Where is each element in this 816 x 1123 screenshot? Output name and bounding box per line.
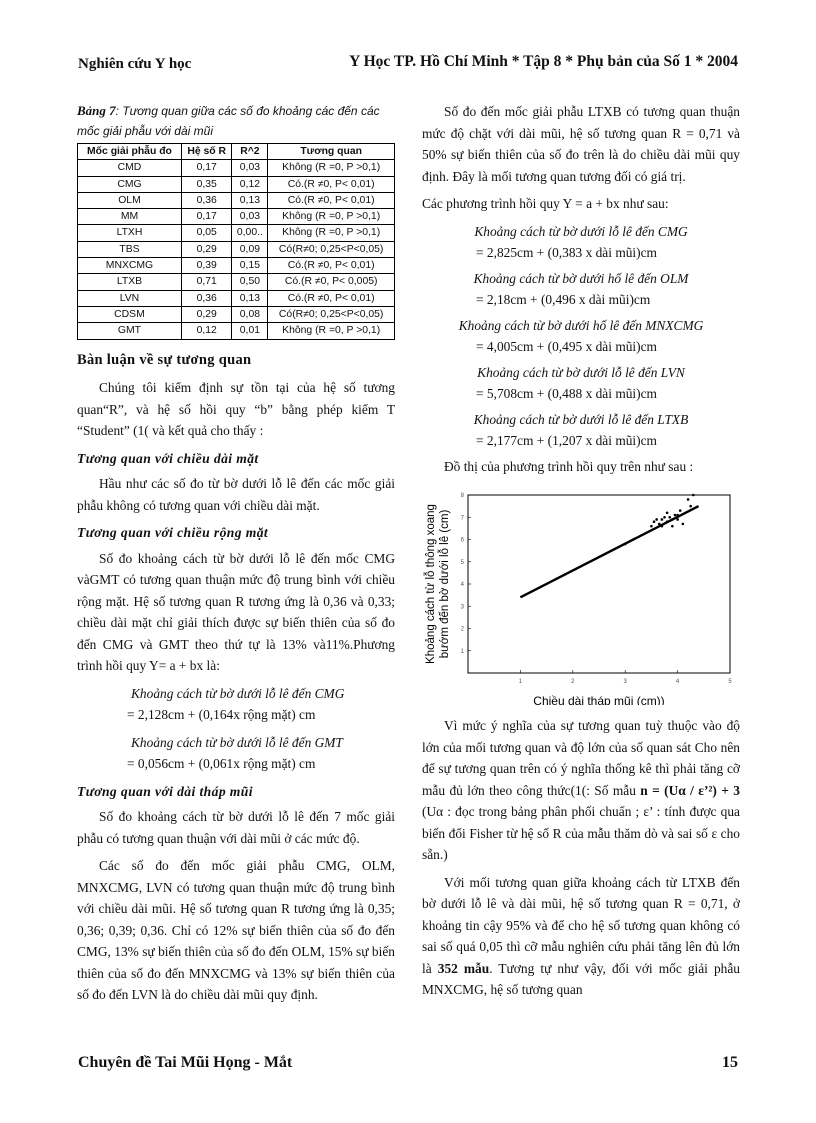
paragraph: Chúng tôi kiểm định sự tồn tại của hệ số tương quan“R”, và hệ số hồi quy “b” bằng phép kiểm T “Student” (1( và kết quả cho thấy : xyxy=(77,380,395,439)
equation: Khoảng cách từ bờ dưới lỗ lê đến LVN = 5,708cm + (0,488 x dài mũi)cm xyxy=(476,364,685,401)
subsection-heading: Tương quan với chiều rộng mặt xyxy=(77,525,269,541)
paragraph: Với mối tương quan giữa khoảng cách từ LTXB đến bờ dưới lỗ lê và dài mũi, hệ số tương quan R = 0,71, ở khoảng tin cậy 95% và để cho hệ số tương quan không có sai số quá 0,05 thì cỡ mẫu nghiên cứu phải tăng lên đủ lớn là 352 mẫu. Tương tự như vậy, đối với mốc giải phẫu MNXCMG, hệ số tương quan xyxy=(422,874,740,997)
table-cell: CMD xyxy=(78,160,182,176)
section-heading: Bàn luận về sự tương quan xyxy=(77,351,252,368)
data-point xyxy=(687,498,690,501)
table-cell: Có.(R ≠0, P< 0,005) xyxy=(268,274,395,290)
table-cell: 0,12 xyxy=(232,176,268,192)
table-row xyxy=(78,306,395,322)
table-cell: 0,29 xyxy=(181,241,232,257)
data-point xyxy=(682,523,685,526)
data-point xyxy=(668,516,671,519)
data-point xyxy=(650,525,653,528)
y-axis-label: bướm đến bờ dưới lỗ lê (cm) xyxy=(439,509,451,659)
y-tick-label: 2 xyxy=(460,626,464,633)
y-tick-label: 6 xyxy=(460,537,464,544)
data-point xyxy=(674,514,677,517)
data-point xyxy=(661,525,664,528)
y-tick-label: 8 xyxy=(460,493,464,499)
x-tick-label: 3 xyxy=(623,679,627,685)
data-point xyxy=(676,514,679,517)
table-cell: 0,50 xyxy=(232,274,268,290)
paragraph: Vì mức ý nghĩa của sự tương quan tuỳ thuộc vào độ lớn của mối tương quan và độ lớn của số quan sát Cho nên để sự tương quan trên có ý nghĩa thống kê thì phải tăng cỡ mẫu đủ lớn theo công thức(1(: Số mẫu n = (Uα / ε’²) + 3 (Uα : đọc trong bảng phân phối chuẩn ; ε’ : tính được qua biến đổi Fisher từ hệ số R của mẫu thăm dò và sai số ε cho sẵn.) xyxy=(422,718,740,862)
equation: Khoảng cách từ bờ dưới lỗ lê đến GMT = 0,056cm + (0,061x rộng mặt) cm xyxy=(127,734,343,772)
table-cell: 0,08 xyxy=(232,306,268,322)
subsection-heading: Tương quan với chiều dài mặt xyxy=(77,450,259,466)
table-row xyxy=(78,274,395,290)
paragraph: Các phương trình hồi quy Y = a + bx như sau: xyxy=(422,196,669,211)
data-point xyxy=(676,518,679,521)
table-header-cell: Mốc giải phẫu đo xyxy=(78,144,182,160)
table-cell: 0,03 xyxy=(232,209,268,225)
table-cell: 0,17 xyxy=(181,209,232,225)
data-point xyxy=(689,505,692,508)
table-cell: 0,12 xyxy=(181,323,232,339)
equation: Khoảng cách từ bờ dưới hố lê đến MNXCMG = 4,005cm + (0,495 x dài mũi)cm xyxy=(458,317,704,354)
paragraph: Các số đo đến mốc giải phẫu CMG, OLM, MNXCMG, LVN có tương quan thuận mức độ trung bình với chiều dài mũi. Hệ số tương quan R tương ứng là 0,35; 0,36; 0,39; 0,36. Chỉ có 12% sự biến thiên của số đo đến CMG, 13% sự biến thiên của số đo đến OLM, 15% sự biến thiên của số đo đến MNXCMG và 13% sự biến thiên của số đo đến LVN là do chiều dài mũi quy định. xyxy=(77,858,395,1003)
table-cell: OLM xyxy=(78,192,182,208)
subsection-heading: Tương quan với dài tháp mũi xyxy=(77,783,253,799)
table-cell: LTXB xyxy=(78,274,182,290)
table-cell: 0,09 xyxy=(232,241,268,257)
table-row xyxy=(78,323,395,339)
equation: Khoảng cách từ bờ dưới lỗ lê đến CMG = 2,128cm + (0,164x rộng mặt) cm xyxy=(127,685,345,723)
equation: Khoảng cách từ bờ dưới lỗ lê đến LTXB = 2,177cm + (1,207 x dài mũi)cm xyxy=(473,411,689,448)
table-header-cell: Tương quan xyxy=(268,144,395,160)
header-journal-section: Nghiên cứu Y học xyxy=(78,56,192,72)
x-tick-label: 1 xyxy=(518,679,523,685)
x-tick-label: 5 xyxy=(728,679,732,685)
y-axis-label: Khoảng cách từ lỗ thông xoang xyxy=(425,504,437,664)
table-cell: CDSM xyxy=(78,306,182,322)
table-row xyxy=(78,225,395,241)
regression-equations xyxy=(422,221,740,452)
table-cell: Không (R =0, P >0,1) xyxy=(268,160,395,176)
data-point xyxy=(663,516,666,519)
paragraph: Hầu như các số đo từ bờ dưới lỗ lê đến các mốc giải phẫu không có tương quan với chiều dài mặt. xyxy=(77,476,395,513)
table-cell: 0,17 xyxy=(181,160,232,176)
table-row xyxy=(78,290,395,306)
chart-svg xyxy=(422,487,740,705)
data-point xyxy=(671,518,674,521)
table-cell: Có.(R ≠0, P< 0,01) xyxy=(268,176,395,192)
footer-section: Chuyên đề Tai Mũi Họng - Mắt xyxy=(78,1054,293,1071)
y-tick-label: 4 xyxy=(460,582,464,588)
equation: Khoảng cách từ bờ dưới lỗ lê đến CMG = 2,825cm + (0,383 x dài mũi)cm xyxy=(474,223,688,260)
table-cell: 0,13 xyxy=(232,290,268,306)
table-caption: Bảng 7: Tương quan giữa các số đo khoảng các đến các mốc giải phẫu với dài mũi xyxy=(77,103,380,138)
data-point xyxy=(661,518,664,521)
table-cell: TBS xyxy=(78,241,182,257)
table-cell: 0,29 xyxy=(181,306,232,322)
y-tick-label: 7 xyxy=(460,515,464,522)
table-header-row xyxy=(78,144,395,160)
table-cell: CMG xyxy=(78,176,182,192)
table-cell: Có(R≠0; 0,25<P<0,05) xyxy=(268,306,395,322)
table-cell: 0,36 xyxy=(181,192,232,208)
table-cell: MNXCMG xyxy=(78,258,182,274)
table-cell: Có.(R ≠0, P< 0,01) xyxy=(268,192,395,208)
data-point xyxy=(624,543,627,546)
data-point xyxy=(666,512,669,515)
table-cell: 0,39 xyxy=(181,258,232,274)
data-point xyxy=(679,509,682,512)
table-cell: MM xyxy=(78,209,182,225)
data-point xyxy=(658,523,661,526)
correlation-table xyxy=(77,143,395,340)
x-tick-label: 2 xyxy=(571,679,575,685)
data-point xyxy=(655,518,658,521)
table-cell: LVN xyxy=(78,290,182,306)
table-cell: 0,13 xyxy=(232,192,268,208)
table-header-cell: Hệ số R xyxy=(181,144,232,160)
data-point xyxy=(653,520,656,523)
table-row xyxy=(78,160,395,176)
table-cell: LTXH xyxy=(78,225,182,241)
table-row xyxy=(78,241,395,257)
header-journal-title: Y Học TP. Hồ Chí Minh * Tập 8 * Phụ bản của Số 1 * 2004 xyxy=(349,53,738,70)
paragraph: Số đo khoảng cách từ bờ dưới lỗ lê đến 7 mốc giải phẫu có tương quan thuận với dài mũi ở các mức độ. xyxy=(77,809,395,846)
table-cell: 0,03 xyxy=(232,160,268,176)
paragraph: Số đo khoảng cách từ bờ dưới lỗ lê đến mốc CMG vàGMT có tương quan thuận mức độ trung bình với chiều rộng mặt. Hệ số tương quan R tương ứng là 0,36 và 0,33; chiều dài mặt chỉ giải thích được sự biến thiên của số đo đến CMG và GMT theo thứ tự là 13% và11%.Phương trình hồi quy Y= a + bx là: xyxy=(77,550,395,674)
table-cell: Có.(R ≠0, P< 0,01) xyxy=(268,290,395,306)
right-column xyxy=(422,101,740,1007)
page-number: 15 xyxy=(722,1054,738,1071)
plot-frame xyxy=(468,495,730,673)
x-axis-label: Chiều dài tháp mũi (cm)) xyxy=(533,694,665,705)
table-cell: 0,00.. xyxy=(232,225,268,241)
data-point xyxy=(671,525,674,528)
table-cell: 0,35 xyxy=(181,176,232,192)
table-cell: 0,36 xyxy=(181,290,232,306)
table-row xyxy=(78,176,395,192)
y-tick-label: 1 xyxy=(460,648,464,655)
equation: Khoảng cách từ bờ dưới hố lê đến OLM = 2,18cm + (0,496 x dài mũi)cm xyxy=(473,270,689,307)
table-cell: 0,15 xyxy=(232,258,268,274)
y-tick-label: 3 xyxy=(460,604,464,611)
paragraph: Số đo đến mốc giải phẫu LTXB có tương quan thuận mức độ chặt với dài mũi, hệ số tương quan R = 0,71 và 50% sự biến thiên của số đo trên là do chiều dài mũi quy định. Đây là mối tương quan tương đối có giá trị. xyxy=(422,104,740,184)
table-cell: GMT xyxy=(78,323,182,339)
data-point xyxy=(692,494,695,497)
table-row xyxy=(78,192,395,208)
formula: n = (Uα / ε’²) + 3 xyxy=(640,782,740,798)
regression-chart xyxy=(422,487,740,705)
left-column xyxy=(77,101,395,1012)
table-header-cell: R^2 xyxy=(232,144,268,160)
table-cell: Có.(R ≠0, P< 0,01) xyxy=(268,258,395,274)
table-cell: 0,71 xyxy=(181,274,232,290)
x-tick-label: 4 xyxy=(675,679,680,685)
table-cell: Có(R≠0; 0,25<P<0,05) xyxy=(268,241,395,257)
table-cell: Không (R =0, P >0,1) xyxy=(268,209,395,225)
table-cell: Không (R =0, P >0,1) xyxy=(268,323,395,339)
y-tick-label: 5 xyxy=(460,559,464,566)
data-point xyxy=(666,520,669,523)
table-cell: 0,05 xyxy=(181,225,232,241)
table-row xyxy=(78,209,395,225)
paragraph: Đồ thị của phương trình hồi quy trên như sau : xyxy=(444,458,694,474)
table-cell: 0,01 xyxy=(232,323,268,339)
table-cell: Không (R =0, P >0,1) xyxy=(268,225,395,241)
table-row xyxy=(78,258,395,274)
